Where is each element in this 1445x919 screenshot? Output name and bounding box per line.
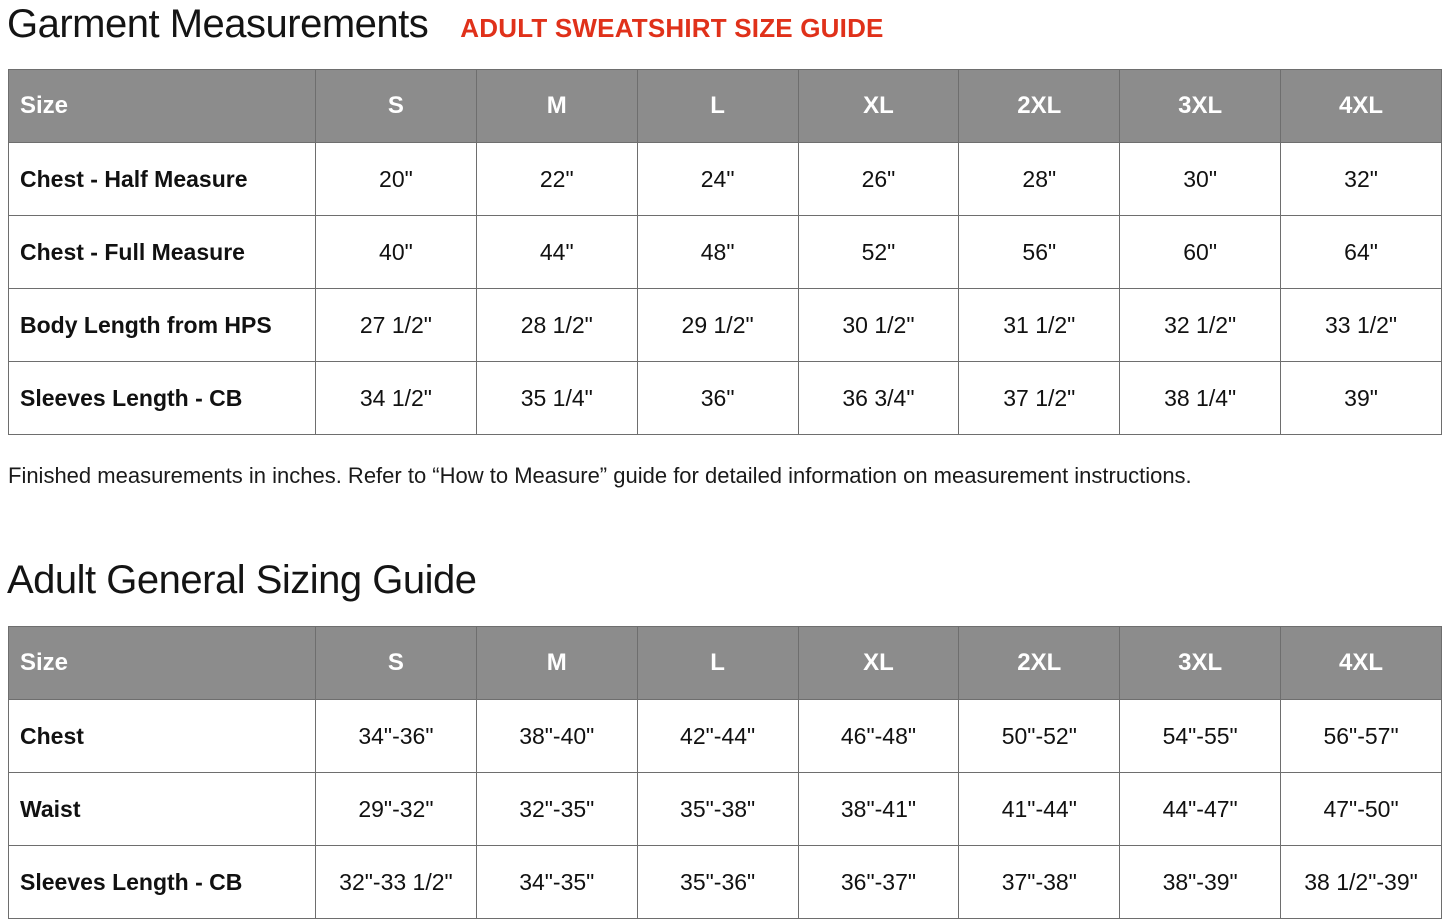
row-label: Sleeves Length - CB (9, 362, 316, 435)
size-header-cell: L (637, 627, 798, 700)
measurement-cell: 38 1/2"-39" (1281, 846, 1442, 919)
general-sizing-table (8, 626, 1442, 919)
measurement-cell: 26" (798, 143, 959, 216)
measurement-cell: 56" (959, 216, 1120, 289)
measurement-cell: 34"-35" (476, 846, 637, 919)
size-header-cell: L (637, 70, 798, 143)
measurement-cell: 40" (316, 216, 477, 289)
measurement-cell: 36 3/4" (798, 362, 959, 435)
row-label: Chest - Half Measure (9, 143, 316, 216)
measurement-cell: 64" (1281, 216, 1442, 289)
row-label: Chest - Full Measure (9, 216, 316, 289)
measurement-cell: 33 1/2" (1281, 289, 1442, 362)
measurement-cell: 37 1/2" (959, 362, 1120, 435)
table-header-row (9, 70, 1442, 143)
table-row (9, 773, 1442, 846)
measurement-cell: 38"-39" (1120, 846, 1281, 919)
measurement-note: Finished measurements in inches. Refer to “How to Measure” guide for detailed information on measurement instructions. (8, 463, 1192, 488)
measurement-cell: 54"-55" (1120, 700, 1281, 773)
measurement-cell: 28 1/2" (476, 289, 637, 362)
size-header-cell: XL (798, 70, 959, 143)
measurement-cell: 60" (1120, 216, 1281, 289)
measurement-cell: 29"-32" (316, 773, 477, 846)
measurement-cell: 46"-48" (798, 700, 959, 773)
measurement-cell: 28" (959, 143, 1120, 216)
measurement-cell: 38"-41" (798, 773, 959, 846)
measurement-cell: 42"-44" (637, 700, 798, 773)
section-title-general-sizing: Adult General Sizing Guide (7, 558, 477, 602)
measurement-cell: 24" (637, 143, 798, 216)
measurement-cell: 22" (476, 143, 637, 216)
measurement-cell: 31 1/2" (959, 289, 1120, 362)
measurement-cell: 32"-33 1/2" (316, 846, 477, 919)
measurement-cell: 37"-38" (959, 846, 1120, 919)
measurement-cell: 38 1/4" (1120, 362, 1281, 435)
table-header-row (9, 627, 1442, 700)
measurement-cell: 50"-52" (959, 700, 1120, 773)
table-row (9, 143, 1442, 216)
measurement-cell: 30 1/2" (798, 289, 959, 362)
measurement-cell: 52" (798, 216, 959, 289)
measurement-cell: 48" (637, 216, 798, 289)
size-header-cell: 4XL (1281, 627, 1442, 700)
size-header-cell: 4XL (1281, 70, 1442, 143)
row-label: Body Length from HPS (9, 289, 316, 362)
measurement-cell: 35 1/4" (476, 362, 637, 435)
measurement-cell: 47"-50" (1281, 773, 1442, 846)
page-title: Garment Measurements (7, 2, 429, 46)
table-row (9, 700, 1442, 773)
size-header-cell: 3XL (1120, 70, 1281, 143)
measurement-cell: 32 1/2" (1120, 289, 1281, 362)
measurement-cell: 35"-38" (637, 773, 798, 846)
size-header-cell: 2XL (959, 627, 1120, 700)
row-label: Chest (9, 700, 316, 773)
table-row (9, 362, 1442, 435)
measurement-cell: 34 1/2" (316, 362, 477, 435)
measurement-cell: 36" (637, 362, 798, 435)
measurement-cell: 27 1/2" (316, 289, 477, 362)
size-guide-subtitle: ADULT SWEATSHIRT SIZE GUIDE (460, 13, 884, 43)
measurement-cell: 36"-37" (798, 846, 959, 919)
measurement-cell: 39" (1281, 362, 1442, 435)
size-header-cell: 2XL (959, 70, 1120, 143)
measurement-cell: 38"-40" (476, 700, 637, 773)
measurement-cell: 30" (1120, 143, 1281, 216)
size-header-cell: S (316, 70, 477, 143)
measurement-cell: 56"-57" (1281, 700, 1442, 773)
garment-measurements-table (8, 69, 1442, 435)
measurement-cell: 41"-44" (959, 773, 1120, 846)
measurement-cell: 35"-36" (637, 846, 798, 919)
table-row (9, 216, 1442, 289)
size-header-label: Size (9, 70, 316, 143)
measurement-cell: 32" (1281, 143, 1442, 216)
measurement-cell: 32"-35" (476, 773, 637, 846)
size-header-cell: M (476, 627, 637, 700)
measurement-cell: 34"-36" (316, 700, 477, 773)
size-header-cell: 3XL (1120, 627, 1281, 700)
size-header-cell: XL (798, 627, 959, 700)
table-row (9, 846, 1442, 919)
measurement-cell: 20" (316, 143, 477, 216)
table-row (9, 289, 1442, 362)
size-header-cell: S (316, 627, 477, 700)
row-label: Waist (9, 773, 316, 846)
size-header-label: Size (9, 627, 316, 700)
garment-measurements-header (7, 2, 884, 47)
measurement-cell: 44"-47" (1120, 773, 1281, 846)
measurement-cell: 44" (476, 216, 637, 289)
row-label: Sleeves Length - CB (9, 846, 316, 919)
size-header-cell: M (476, 70, 637, 143)
measurement-cell: 29 1/2" (637, 289, 798, 362)
